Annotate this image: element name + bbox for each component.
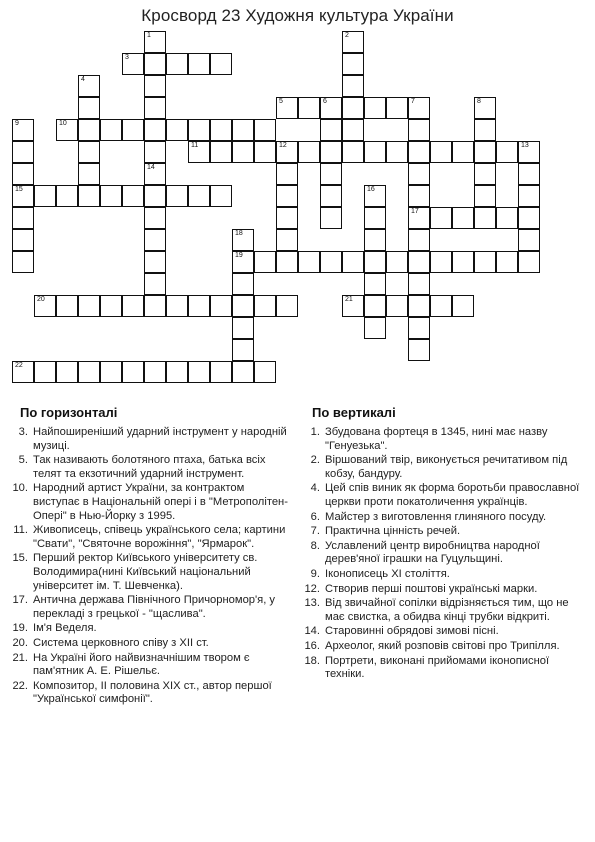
clue-number: 8.: [310, 539, 320, 552]
grid-cell[interactable]: [12, 229, 34, 251]
grid-cell[interactable]: [12, 361, 34, 383]
grid-cell[interactable]: [232, 251, 254, 273]
grid-cell[interactable]: [122, 185, 144, 207]
cell-number: 16: [367, 186, 375, 193]
clue-item: [6, 482, 288, 523]
grid-cell[interactable]: [144, 207, 166, 229]
grid-cell[interactable]: [342, 119, 364, 141]
clue-text: Система церковного співу з XII ст.: [33, 636, 209, 649]
grid-cell[interactable]: [342, 31, 364, 53]
clue-number: 3.: [18, 426, 28, 438]
grid-cell[interactable]: [232, 273, 254, 295]
grid-cell[interactable]: [100, 185, 122, 207]
grid-cell[interactable]: [232, 141, 254, 163]
across-list: [6, 426, 288, 707]
grid-cell[interactable]: [56, 185, 78, 207]
grid-cell[interactable]: [364, 273, 386, 295]
grid-cell[interactable]: [144, 185, 166, 207]
grid-cell[interactable]: [232, 119, 254, 141]
grid-cell[interactable]: [78, 119, 100, 141]
grid-cell[interactable]: [254, 141, 276, 163]
grid-cell[interactable]: [408, 207, 430, 229]
cell-number: 15: [15, 186, 23, 193]
grid-cell[interactable]: [364, 295, 386, 317]
grid-cell[interactable]: [166, 295, 188, 317]
clue-text: Іконописець XI століття.: [325, 567, 450, 580]
clue-item: [298, 426, 590, 453]
clue-text: Перший ректор Київського університету св. Володимира(нині Київський національний університет ім. Т. Шевченка).: [33, 552, 258, 592]
grid-cell[interactable]: [166, 53, 188, 75]
grid-cell[interactable]: [408, 119, 430, 141]
grid-cell[interactable]: [122, 295, 144, 317]
clue-text: Так називають болотяного птаха, батька всіх телят та екзотичний ударний інструмент.: [33, 454, 266, 480]
grid-cell[interactable]: [320, 207, 342, 229]
clue-text: Цей спів виник як форма боротьби православної церкви проти покатоличення українців.: [325, 482, 580, 508]
grid-cell[interactable]: [408, 185, 430, 207]
grid-cell[interactable]: [364, 317, 386, 339]
clue-item: [298, 568, 590, 582]
grid-cell[interactable]: [518, 163, 540, 185]
clue-text: Найпоширеніший ударний інструмент у народній музиці.: [33, 426, 287, 452]
clue-number: 10.: [12, 482, 28, 495]
grid-cell[interactable]: [100, 361, 122, 383]
grid-cell[interactable]: [12, 207, 34, 229]
clue-number: 21.: [12, 651, 28, 664]
clue-text: Віршований твір, виконується речитативом під кобзу, бандуру.: [325, 454, 568, 480]
clue-text: Практична цінність речей.: [325, 525, 461, 538]
down-list: [298, 426, 590, 682]
grid-cell[interactable]: [232, 361, 254, 383]
grid-cell[interactable]: [78, 185, 100, 207]
grid-cell[interactable]: [518, 207, 540, 229]
grid-cell[interactable]: [430, 141, 452, 163]
clue-number: 22.: [12, 679, 28, 692]
grid-cell[interactable]: [144, 75, 166, 97]
grid-cell[interactable]: [518, 185, 540, 207]
grid-cell[interactable]: [166, 119, 188, 141]
grid-cell[interactable]: [276, 295, 298, 317]
grid-cell[interactable]: [232, 317, 254, 339]
grid-cell[interactable]: [276, 251, 298, 273]
grid-cell[interactable]: [12, 119, 34, 141]
clue-item: [298, 597, 590, 624]
grid-cell[interactable]: [144, 31, 166, 53]
grid-cell[interactable]: [298, 141, 320, 163]
clue-number: 12.: [304, 582, 320, 595]
cell-number: 2: [345, 32, 349, 39]
grid-cell[interactable]: [474, 185, 496, 207]
clue-text: Старовинні обрядові зимові пісні.: [325, 625, 499, 638]
grid-cell[interactable]: [408, 163, 430, 185]
grid-cell[interactable]: [320, 141, 342, 163]
clue-text: Ім'я Веделя.: [33, 622, 97, 635]
clue-number: 16.: [304, 639, 320, 652]
grid-cell[interactable]: [122, 119, 144, 141]
grid-cell[interactable]: [408, 317, 430, 339]
grid-cell[interactable]: [254, 119, 276, 141]
grid-cell[interactable]: [166, 185, 188, 207]
grid-cell[interactable]: [408, 339, 430, 361]
cell-number: 21: [345, 296, 353, 303]
grid-cell[interactable]: [210, 119, 232, 141]
clue-number: 20.: [12, 636, 28, 649]
clue-item: [298, 655, 590, 682]
clue-item: [6, 680, 288, 707]
clue-item: [6, 426, 288, 453]
grid-cell[interactable]: [232, 339, 254, 361]
grid-cell[interactable]: [364, 229, 386, 251]
grid-cell[interactable]: [364, 185, 386, 207]
cell-number: 12: [279, 142, 287, 149]
down-clues: [298, 405, 590, 683]
down-heading: По вертикалі: [312, 405, 396, 420]
grid-cell[interactable]: [210, 185, 232, 207]
grid-cell[interactable]: [232, 295, 254, 317]
clue-item: [298, 640, 590, 654]
cell-number: 9: [15, 120, 19, 127]
cell-number: 18: [235, 230, 243, 237]
grid-cell[interactable]: [386, 141, 408, 163]
grid-cell[interactable]: [320, 185, 342, 207]
grid-cell[interactable]: [188, 53, 210, 75]
grid-cell[interactable]: [474, 163, 496, 185]
grid-cell[interactable]: [342, 295, 364, 317]
clue-item: [6, 524, 288, 551]
clue-item: [298, 540, 590, 567]
clue-item: [6, 454, 288, 481]
clue-item: [298, 525, 590, 539]
clue-item: [298, 454, 590, 481]
grid-cell[interactable]: [56, 295, 78, 317]
grid-cell[interactable]: [122, 361, 144, 383]
grid-cell[interactable]: [78, 75, 100, 97]
grid-cell[interactable]: [408, 251, 430, 273]
grid-cell[interactable]: [78, 163, 100, 185]
grid-cell[interactable]: [144, 361, 166, 383]
grid-cell[interactable]: [518, 141, 540, 163]
grid-cell[interactable]: [320, 251, 342, 273]
cell-number: 13: [521, 142, 529, 149]
clue-number: 14.: [304, 625, 320, 638]
grid-cell[interactable]: [144, 141, 166, 163]
grid-cell[interactable]: [144, 119, 166, 141]
grid-cell[interactable]: [474, 207, 496, 229]
grid-cell[interactable]: [210, 361, 232, 383]
clue-text: Від звичайної сопілки відрізняється тим, що не має свистка, а обидва кінці трубки відкриті.: [325, 597, 569, 623]
clue-item: [298, 583, 590, 597]
clue-item: [298, 482, 590, 509]
grid-cell[interactable]: [276, 163, 298, 185]
grid-cell[interactable]: [320, 119, 342, 141]
grid-cell[interactable]: [408, 141, 430, 163]
grid-cell[interactable]: [188, 185, 210, 207]
grid-cell[interactable]: [430, 207, 452, 229]
grid-cell[interactable]: [342, 75, 364, 97]
cell-number: 10: [59, 120, 67, 127]
clue-number: 4.: [310, 482, 320, 495]
across-clues: [6, 405, 288, 708]
grid-cell[interactable]: [188, 141, 210, 163]
cell-number: 19: [235, 252, 243, 259]
grid-cell[interactable]: [364, 141, 386, 163]
grid-cell[interactable]: [408, 295, 430, 317]
grid-cell[interactable]: [78, 361, 100, 383]
grid-cell[interactable]: [12, 141, 34, 163]
grid-cell[interactable]: [342, 141, 364, 163]
grid-cell[interactable]: [210, 295, 232, 317]
grid-cell[interactable]: [78, 295, 100, 317]
grid-cell[interactable]: [430, 295, 452, 317]
grid-cell[interactable]: [364, 251, 386, 273]
clue-item: [298, 625, 590, 639]
cell-number: 4: [81, 76, 85, 83]
grid-cell[interactable]: [518, 251, 540, 273]
grid-cell[interactable]: [276, 229, 298, 251]
grid-cell[interactable]: [12, 163, 34, 185]
cell-number: 6: [323, 98, 327, 105]
clue-number: 6.: [310, 510, 320, 523]
grid-cell[interactable]: [12, 185, 34, 207]
cell-number: 17: [411, 208, 419, 215]
grid-cell[interactable]: [166, 361, 188, 383]
clue-number: 15.: [12, 552, 28, 565]
clue-item: [6, 652, 288, 679]
cell-number: 11: [191, 142, 199, 149]
grid-cell[interactable]: [254, 295, 276, 317]
clue-number: 11.: [13, 524, 28, 537]
grid-cell[interactable]: [474, 141, 496, 163]
clue-text: Створив перші поштові українські марки.: [325, 582, 538, 595]
grid-cell[interactable]: [298, 251, 320, 273]
grid-cell[interactable]: [408, 229, 430, 251]
cell-number: 3: [125, 54, 129, 61]
grid-cell[interactable]: [452, 295, 474, 317]
cell-number: 7: [411, 98, 415, 105]
clue-text: На Україні його найвизначнішим твором є пам'ятник А. Е. Рішельє.: [33, 651, 250, 678]
grid-cell[interactable]: [188, 361, 210, 383]
grid-cell[interactable]: [408, 97, 430, 119]
grid-cell[interactable]: [320, 97, 342, 119]
grid-cell[interactable]: [342, 53, 364, 75]
grid-cell[interactable]: [34, 361, 56, 383]
cell-number: 5: [279, 98, 283, 105]
grid-cell[interactable]: [254, 361, 276, 383]
grid-cell[interactable]: [210, 53, 232, 75]
clue-item: [6, 622, 288, 636]
clue-item: [298, 511, 590, 525]
grid-cell[interactable]: [430, 251, 452, 273]
clue-text: Живописець, співець українського села; картини "Свати", "Святочне ворожіння", "Ярмарок".: [33, 524, 286, 550]
clue-text: Майстер з виготовлення глиняного посуду.: [325, 510, 547, 523]
grid-cell[interactable]: [144, 53, 166, 75]
grid-cell[interactable]: [232, 229, 254, 251]
grid-cell[interactable]: [474, 251, 496, 273]
grid-cell[interactable]: [342, 251, 364, 273]
clue-number: 9.: [310, 567, 320, 580]
clue-number: 7.: [310, 525, 320, 538]
clue-text: Збудована фортеця в 1345, нині має назву "Генуезька".: [325, 426, 548, 452]
grid-cell[interactable]: [408, 273, 430, 295]
grid-cell[interactable]: [210, 141, 232, 163]
clue-number: 13.: [304, 597, 320, 610]
grid-cell[interactable]: [364, 207, 386, 229]
grid-cell[interactable]: [496, 251, 518, 273]
grid-cell[interactable]: [474, 119, 496, 141]
grid-cell[interactable]: [342, 97, 364, 119]
clue-number: 1.: [310, 426, 320, 438]
grid-cell[interactable]: [34, 185, 56, 207]
grid-cell[interactable]: [100, 119, 122, 141]
clue-number: 5.: [18, 454, 28, 467]
page-title: Кросворд 23 Художня культура України: [141, 6, 454, 25]
cell-number: 1: [147, 32, 151, 39]
cell-number: 8: [477, 98, 481, 105]
grid-cell[interactable]: [100, 295, 122, 317]
grid-cell[interactable]: [474, 97, 496, 119]
grid-cell[interactable]: [144, 97, 166, 119]
clue-item: [6, 594, 288, 621]
clue-text: Антична держава Північного Причорномор'я, у перекладі з грецької - "щаслива".: [33, 594, 276, 620]
grid-cell[interactable]: [518, 229, 540, 251]
grid-cell[interactable]: [12, 251, 34, 273]
grid-cell[interactable]: [144, 295, 166, 317]
grid-cell[interactable]: [144, 273, 166, 295]
grid-cell[interactable]: [254, 251, 276, 273]
clue-text: Археолог, який розповів світові про Трипілля.: [325, 639, 560, 652]
grid-cell[interactable]: [364, 97, 386, 119]
grid-cell[interactable]: [78, 141, 100, 163]
clue-number: 18.: [304, 654, 320, 667]
clue-text: Народний артист України, за контрактом виступає в Національній опері і в "Метрополітен-Опері" в Нью-Йорку з 1995.: [33, 482, 288, 522]
grid-cell[interactable]: [56, 361, 78, 383]
cell-number: 22: [15, 362, 23, 369]
clue-number: 2.: [310, 454, 320, 467]
grid-cell[interactable]: [386, 97, 408, 119]
grid-cell[interactable]: [122, 53, 144, 75]
grid-cell[interactable]: [144, 163, 166, 185]
grid-cell[interactable]: [452, 207, 474, 229]
clue-item: [6, 552, 288, 593]
grid-cell[interactable]: [188, 295, 210, 317]
crossword-grid: [0, 0, 595, 400]
grid-cell[interactable]: [386, 295, 408, 317]
grid-cell[interactable]: [386, 251, 408, 273]
clue-number: 19.: [12, 622, 28, 635]
clue-text: Портрети, виконані прийомами іконописної техніки.: [325, 654, 550, 681]
grid-cell[interactable]: [452, 251, 474, 273]
across-heading: По горизонталі: [20, 405, 118, 420]
grid-cell[interactable]: [320, 163, 342, 185]
grid-cell[interactable]: [188, 119, 210, 141]
grid-cell[interactable]: [34, 295, 56, 317]
clue-item: [6, 637, 288, 651]
grid-cell[interactable]: [496, 141, 518, 163]
clue-text: Композитор, II половина XIX ст., автор першої "Української симфонії".: [33, 679, 272, 706]
grid-cell[interactable]: [276, 141, 298, 163]
grid-cell[interactable]: [496, 207, 518, 229]
grid-cell[interactable]: [452, 141, 474, 163]
grid-cell[interactable]: [144, 229, 166, 251]
grid-cell[interactable]: [276, 185, 298, 207]
grid-cell[interactable]: [78, 97, 100, 119]
grid-cell[interactable]: [276, 97, 298, 119]
grid-cell[interactable]: [298, 97, 320, 119]
cell-number: 14: [147, 164, 155, 171]
cell-number: 20: [37, 296, 45, 303]
grid-cell[interactable]: [276, 207, 298, 229]
grid-cell[interactable]: [144, 251, 166, 273]
clue-text: Уславлений центр виробництва народної дерев'яної іграшки на Гуцульщині.: [325, 539, 540, 566]
grid-cell[interactable]: [56, 119, 78, 141]
clue-number: 17.: [12, 594, 28, 607]
